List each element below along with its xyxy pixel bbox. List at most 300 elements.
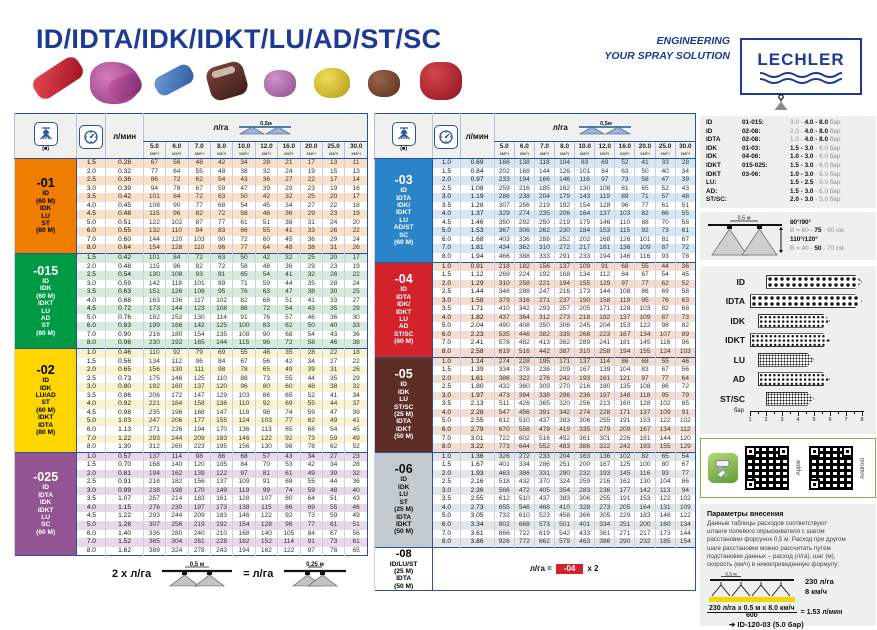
droplet-range-row: IDKT [706,331,870,351]
lha-value-cell: 164 [575,210,595,219]
lha-value-cell: 61 [675,227,695,236]
lha-value-cell: 25 [300,193,322,202]
lha-value-cell: 181 [595,244,615,253]
lha-value-cell: 58 [233,210,255,219]
lha-value-cell: 38 [322,383,344,392]
lha-value-cell: 41 [345,417,368,426]
lha-value-cell: 334 [514,461,534,470]
flow-lmin-cell: 1.07 [106,495,143,504]
lha-value-cell: 84 [210,358,232,367]
flow-lmin-cell: 0.36 [106,176,143,185]
flow-row [375,357,696,366]
lha-value-cell: 17 [345,193,368,202]
lha-value-cell: 52 [345,443,368,452]
lha-value-cell: 84 [595,168,615,177]
lha-value-cell: 20 [322,193,344,202]
lha-value-cell: 101 [575,168,595,177]
pressure-bar-cell: 3.0 [433,193,460,202]
lha-value-cell: 237 [555,297,575,306]
lha-value-cell: 58 [675,219,695,228]
pressure-bar-cell: 1.0 [433,357,460,366]
droplet-range-row: IDK [706,311,870,331]
lha-value-cell: 91 [675,409,695,418]
lha-value-cell: 193 [635,443,655,452]
lha-value-cell: 59 [300,487,322,496]
lha-value-cell: 47 [233,185,255,194]
flow-lmin-cell: 1.68 [460,236,494,245]
lha-value-cell: 144 [143,236,165,245]
speed-column-header: 8.0 км/ч [555,142,575,159]
pressure-bar-cell: 1.5 [433,271,460,280]
lha-value-cell: 70 [255,461,277,470]
pressure-bar-cell: 3.5 [77,193,106,202]
lha-value-cell: 78 [166,185,188,194]
flow-lmin-cell: 1.22 [106,512,143,521]
lha-value-cell: 29 [300,210,322,219]
lha-value-cell: 54 [300,331,322,340]
params-text-line: подстановки данных – расход (л/га), шаг (м), [707,552,836,560]
lha-value-cell: 510 [514,495,534,504]
lha-value-cell: 23 [300,185,322,194]
lha-value-cell: 45 [278,236,300,245]
lha-value-cell: 114 [278,538,300,547]
lha-value-cell: 62 [300,417,322,426]
lha-value-cell: 55 [635,262,655,271]
lha-value-cell: 68 [635,357,655,366]
boom-height-line: 80°/90° [790,218,812,226]
lha-value-cell: 205 [615,504,635,513]
lha-value-cell: 191 [615,495,635,504]
lha-value-cell: 216 [555,288,575,297]
lha-value-cell: 130 [143,271,165,280]
lha-value-cell: 147 [188,392,210,401]
lha-value-cell: 134 [675,521,695,530]
lha-value-cell: 271 [143,426,165,435]
lha-value-cell: 77 [635,280,655,289]
lha-value-cell: 182 [514,262,534,271]
pressure-bar-cell: 1.5 [433,366,460,375]
lha-value-cell: 144 [534,168,554,177]
lha-value-cell: 67 [322,530,344,539]
lha-value-cell: 72 [278,339,300,348]
lha-value-cell: 413 [534,339,554,348]
flow-lmin-cell: 0.59 [106,280,143,289]
lha-value-cell: 124 [233,417,255,426]
lha-value-cell: 244 [166,435,188,444]
lha-value-cell: 268 [575,331,595,340]
lha-value-cell: 24 [278,168,300,177]
lha-value-cell: 110 [166,227,188,236]
lha-value-cell: 216 [595,478,615,487]
lha-value-cell: 195 [210,443,232,452]
lha-value-cell: 458 [555,512,575,521]
pressure-bar-cell: 1.5 [433,461,460,470]
flow-lmin-cell: 0.54 [106,271,143,280]
lha-value-cell: 134 [635,331,655,340]
pressure-bar-cell: 6.0 [433,331,460,340]
lha-value-cell: 71 [635,193,655,202]
flow-lmin-cell: 0.99 [106,487,143,496]
lha-value-cell: 86 [233,305,255,314]
lha-value-cell: 388 [514,253,534,262]
lha-value-cell: 183 [210,512,232,521]
lha-value-cell: 170 [210,426,232,435]
flow-lmin-cell: 0.90 [106,331,143,340]
flow-lmin-cell: 0.39 [106,185,143,194]
lha-value-cell: 310 [494,280,514,289]
svg-text:0,5м: 0,5м [260,121,273,127]
lha-value-cell: 19 [322,185,344,194]
lha-value-cell: 47 [278,288,300,297]
svg-text:0,5м: 0,5м [600,121,612,127]
lha-value-cell: 46 [345,504,368,513]
lha-value-cell: 69 [210,349,232,358]
lha-value-cell: 51 [675,202,695,211]
lha-value-cell: 97 [300,547,322,556]
lha-value-cell: 59 [210,185,232,194]
lha-value-cell: 41 [322,392,344,401]
lha-value-cell: 334 [595,521,615,530]
lha-value-cell: 223 [595,331,615,340]
lha-value-cell: 80 [278,495,300,504]
lha-value-cell: 144 [210,339,232,348]
pressure-bar-cell: 4.5 [77,210,106,219]
flow-lmin-cell: 1.80 [460,383,494,392]
svg-text:0,25 м: 0,25 м [306,562,325,568]
lha-value-cell: 28 [300,349,322,358]
lha-value-cell: 72 [210,263,232,272]
flow-lmin-cell: 2.13 [460,400,494,409]
flow-lmin-cell: 0.28 [106,159,143,168]
nozzle-range-row: ID 02-08: 2.0 - 4.0 - 8.0 бар [706,127,841,135]
params-text [707,520,869,569]
lha-value-cell: 136 [595,452,615,461]
lha-value-cell: 192 [143,383,165,392]
flow-lmin-cell: 0.76 [106,314,143,323]
lha-value-cell: 86 [255,392,277,401]
lha-value-cell: 30 [322,288,344,297]
pressure-bar-cell: 6.0 [77,322,106,331]
flow-lmin-cell: 3.86 [460,538,494,547]
lha-value-cell: 55 [188,168,210,177]
lha-value-cell: 194 [514,176,534,185]
flow-lmin-cell: 0.56 [106,358,143,367]
lha-value-cell: 98 [255,409,277,418]
formula-result: = 1.53 л/мин [800,608,843,616]
pressure-bar-cell: 1.0 [433,452,460,461]
lha-value-cell: 102 [675,417,695,426]
nozzle-size-label: -015 ID IDK (60 M) IDKT LU AD ST (80 M) [15,254,77,349]
lha-value-cell: 112 [675,426,695,435]
flow-lmin-cell: 2.36 [460,487,494,496]
flow-lmin-cell: 0.46 [106,349,143,358]
lha-value-cell: 73 [655,227,675,236]
lha-value-cell: 130 [166,366,188,375]
pressure-axis: бар 1 2 3 4 5 6 7 8 [734,407,864,423]
lha-value-cell: 67 [188,185,210,194]
flow-lmin-cell: 0.48 [106,210,143,219]
lha-value-cell: 49 [278,366,300,375]
lha-value-cell: 334 [494,366,514,375]
footnote-factor: 2 х л/га [112,568,152,580]
lha-value-cell: 118 [635,392,655,401]
lha-value-cell: 156 [233,443,255,452]
lha-value-cell: 17 [345,254,368,263]
lha-value-cell: 54 [210,176,232,185]
lha-value-cell: 44 [655,262,675,271]
speed-column-header: 7.0 км/ч [534,142,554,159]
nozzle-pictogram-icon [772,94,790,111]
lha-value-cell: 52 [300,392,322,401]
nozzle-photo-red-round [420,62,462,100]
lha-value-cell: 153 [635,495,655,504]
lha-value-cell: 251 [615,521,635,530]
lha-value-cell: 27 [345,297,368,306]
lha-value-cell: 181 [635,435,655,444]
lha-value-cell: 361 [575,435,595,444]
lha-value-cell: 166 [534,176,554,185]
lha-value-cell: 124 [655,348,675,357]
lha-value-cell: 77 [233,244,255,253]
lha-value-cell: 68 [300,426,322,435]
lha-value-cell: 335 [575,426,595,435]
lha-value-cell: 171 [595,305,615,314]
boom-height-diagram-icon [704,214,786,258]
lha-value-cell: 194 [555,280,575,289]
lha-value-cell: 116 [635,470,655,479]
flow-lmin-cell: 0.55 [106,227,143,236]
lha-value-cell: 442 [534,348,554,357]
lha-value-cell: 29 [345,305,368,314]
lha-value-cell: 722 [514,530,534,539]
speed-column-header: 25.0 км/ч [322,142,344,159]
lha-value-cell: 85 [278,426,300,435]
lha-value-cell: 362 [514,244,534,253]
lha-value-cell: 238 [143,487,165,496]
lha-value-cell: 291 [555,253,575,262]
flow-lmin-cell: 0.68 [106,297,143,306]
lha-value-cell: 168 [188,409,210,418]
lha-value-cell: 103 [233,392,255,401]
lha-value-cell: 144 [166,305,188,314]
qr-code-android [809,446,853,490]
flat-fan-nozzle-icon [34,122,58,146]
lha-value-cell: 173 [655,530,675,539]
lha-value-cell: 29 [278,185,300,194]
lha-value-cell: 216 [575,383,595,392]
lha-value-cell: 379 [494,297,514,306]
lha-value-cell: 331 [534,470,554,479]
lha-value-cell: 122 [210,470,232,479]
lha-value-cell: 61 [655,202,675,211]
lha-value-cell: 62 [188,176,210,185]
lha-value-cell: 121 [615,375,635,384]
flow-lmin-cell: 0.64 [106,244,143,253]
boom-height-line: B = 40 - 50 - 70 см [790,244,844,252]
lha-value-cell: 322 [595,443,615,452]
lha-value-cell: 155 [635,348,655,357]
lha-value-cell: 101 [143,193,165,202]
lha-value-cell: 182 [233,538,255,547]
lha-value-cell: 47 [655,176,675,185]
pressure-bar-cell: 6.0 [77,426,106,435]
lha-value-cell: 156 [143,366,165,375]
lha-value-cell: 110 [615,219,635,228]
lha-value-cell: 256 [166,521,188,530]
lha-value-cell: 177 [615,487,635,496]
pressure-bar-cell: 3.5 [77,495,106,504]
flow-table-right-wrap [374,113,696,591]
lha-value-cell: 383 [555,495,575,504]
lha-value-cell: 152 [255,538,277,547]
lha-value-cell: 137 [555,262,575,271]
lha-value-cell: 73 [615,176,635,185]
lha-value-cell: 89 [615,193,635,202]
lha-value-cell: 67 [675,236,695,245]
lha-value-cell: 612 [494,417,514,426]
lha-value-cell: 293 [534,305,554,314]
lha-value-cell: 41 [278,227,300,236]
lha-value-cell: 100 [635,461,655,470]
lha-value-cell: 328 [575,504,595,513]
pressure-bar-cell: 2.0 [433,470,460,479]
lha-value-cell: 82 [188,210,210,219]
lha-value-cell: 307 [494,202,514,211]
lha-value-cell: 130 [575,185,595,194]
lha-value-cell: 172 [166,392,188,401]
lha-value-cell: 655 [494,504,514,513]
lha-value-cell: 171 [615,409,635,418]
pressure-bar-cell: 4.5 [77,305,106,314]
pressure-bar-cell: 5.0 [433,512,460,521]
flow-lmin-cell: 0.65 [106,366,143,375]
lha-value-cell: 65 [655,452,675,461]
lha-value-cell: 166 [166,322,188,331]
lha-value-cell: 218 [143,478,165,487]
lha-value-cell: 256 [575,400,595,409]
lha-value-cell: 49 [345,512,368,521]
lha-value-cell: 619 [534,530,554,539]
flow-lmin-cell: 1.29 [460,280,494,289]
lha-value-cell: 103 [675,348,695,357]
pressure-bar-cell: 8.0 [77,443,106,452]
pressure-column-header [433,114,460,159]
lha-value-cell: 243 [210,547,232,556]
lha-value-cell: 192 [166,339,188,348]
lha-value-cell: 46 [300,314,322,323]
lha-value-cell: 722 [494,435,514,444]
lha-value-cell: 162 [166,470,188,479]
lha-value-cell: 39 [300,366,322,375]
lha-value-cell: 48 [210,168,232,177]
lha-value-cell: 802 [494,521,514,530]
lha-value-cell: 38 [345,339,368,348]
lha-value-cell: 32 [278,254,300,263]
lha-value-cell: 128 [615,305,635,314]
lha-value-cell: 546 [514,504,534,513]
lha-value-cell: 366 [575,512,595,521]
lha-value-cell: 35 [278,349,300,358]
lha-value-cell: 194 [233,547,255,556]
lha-value-cell: 153 [635,417,655,426]
lha-value-cell: 33 [300,227,322,236]
lha-value-cell: 128 [166,244,188,253]
flow-row [375,262,696,271]
pressure-bar-cell: 1.0 [433,159,460,168]
lha-value-cell: 18 [345,202,368,211]
lha-value-cell: 154 [575,202,595,211]
lha-value-cell: 42 [210,159,232,168]
lha-value-cell: 63 [210,193,232,202]
lha-value-cell: 183 [210,435,232,444]
lha-value-cell: 230 [143,339,165,348]
lha-value-cell: 58 [233,263,255,272]
lha-value-cell: 173 [575,288,595,297]
logo-waves-icon [758,70,844,84]
lha-value-cell: 301 [595,435,615,444]
lha-value-cell: 370 [534,478,554,487]
lha-value-cell: 50 [300,322,322,331]
lha-value-cell: 128 [233,495,255,504]
lha-value-cell: 250 [534,219,554,228]
lha-value-cell: 273 [595,504,615,513]
lha-value-cell: 134 [655,426,675,435]
qr-code-apple [745,446,789,490]
lha-value-cell: 22 [345,271,368,280]
lha-value-cell: 152 [166,314,188,323]
speed-column-header: 12.0 км/ч [595,142,615,159]
speed-column-header: 16.0 км/ч [615,142,635,159]
lha-value-cell: 77 [300,521,322,530]
lha-value-cell: 45 [675,271,695,280]
lha-value-cell: 405 [534,487,554,496]
lha-value-cell: 386 [595,538,615,547]
lha-value-cell: 63 [255,288,277,297]
nozzle-photo-red-cylinder [30,54,87,102]
lha-value-cell: 35 [322,375,344,384]
lha-value-cell: 122 [635,322,655,331]
pressure-bar-cell: 4.0 [433,314,460,323]
lha-value-cell: 19 [345,263,368,272]
flow-lmin-cell: 2.73 [460,504,494,513]
lha-value-cell: 82 [635,452,655,461]
lha-value-cell: 42 [300,461,322,470]
svg-text:0,5 м: 0,5 м [189,562,205,568]
lha-value-cell: 44 [278,280,300,289]
lha-value-cell: 117 [188,297,210,306]
lha-value-cell: 272 [555,244,575,253]
qr-label-android: Android [860,457,866,479]
lha-value-cell: 162 [555,185,575,194]
lha-value-cell: 36 [322,314,344,323]
pressure-bar-cell: 1.0 [77,349,106,358]
lha-value-cell: 139 [188,470,210,479]
lha-value-cell: 72 [188,193,210,202]
lha-value-cell: 48 [675,193,695,202]
lha-value-cell: 177 [188,417,210,426]
lha-value-cell: 82 [635,210,655,219]
lha-value-cell: 77 [655,375,675,384]
speed-column-header: 8.0 км/ч [210,142,232,159]
lha-column-header: л/га 0,5м [143,114,367,142]
lha-value-cell: 78 [322,547,344,556]
lha-value-cell: 365 [534,400,554,409]
flow-row [15,452,368,461]
lha-value-cell: 68 [233,452,255,461]
lha-value-cell: 69 [655,288,675,297]
lha-value-cell: 107 [655,331,675,340]
droplet-range-arrow [758,353,814,367]
